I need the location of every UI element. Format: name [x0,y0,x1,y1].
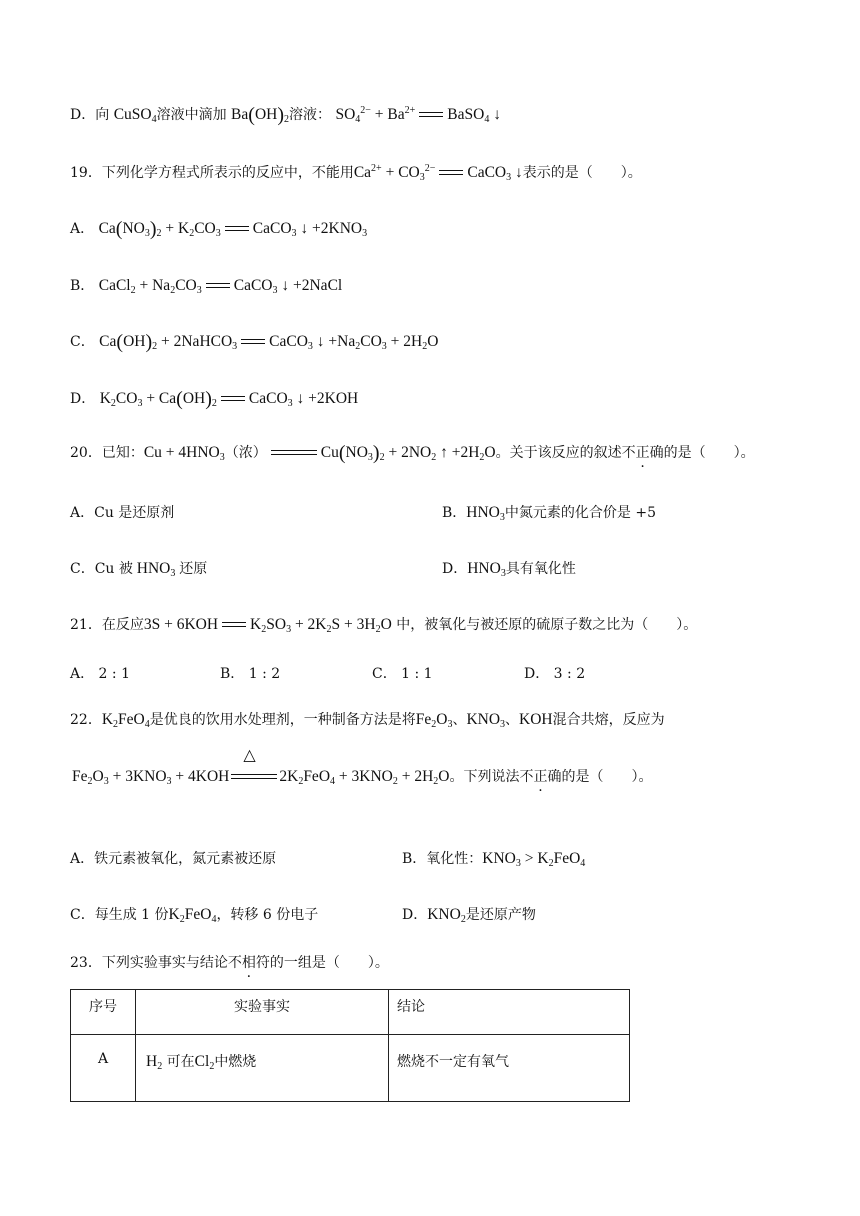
question-21-stem: 21．在反应3S + 6KOH $K_2SO_3 + 2K_2S + 3H_2O$ 中，被氧化与被还原的硫原子数之比为（ ）。 [70,616,698,635]
table-cell: $H_2$ 可在$Cl_2$中燃烧 [136,1035,389,1102]
question-19-stem: 19．下列化学方程式所表示的反应中，不能用$Ca^{2+} + CO_3^{2-}$ CaCO$_3$ ↓表示的是（ ）。 [70,163,642,183]
question-22-equation: $Fe_2O_3 + 3KNO_3 + 4KOH$ △ $2K_2FeO_4 + 3KNO_2 + 2H_2O$。下列说法不正确的是（ ）。 [72,747,653,787]
q19-option-d: D． $K_2CO_3 + Ca(OH)_2$ CaCO$_3$ ↓ +2KOH [70,388,359,410]
q20-options-row1: A．Cu 是还原剂 B．$HNO_3$中氮元素的化合价是 +5 [70,504,656,523]
table-header-cell: 实验事实 [136,990,389,1035]
experiment-table [70,989,630,1102]
table-header-cell: 结论 [389,990,630,1035]
table-row [71,1035,630,1102]
question-20-stem: 20．已知：$Cu + 4HNO_3$（浓） $Cu(NO_3)_2 + 2NO_2$ ↑ $+2H_2O$。关于该反应的叙述不正确的是（ ）。 [70,442,755,464]
emphasis-text: 不正确 [621,445,664,461]
table-header-row [71,990,630,1035]
table-cell: A [71,1035,136,1102]
question-22-stem: 22．$K_2FeO_4$是优良的饮用水处理剂，一种制备方法是将$Fe_2O_3$、$KNO_3$、KOH混合共熔，反应为 [70,711,665,730]
q19-option-a: A． $Ca(NO_3)_2 + K_2CO_3$ CaCO$_3$ ↓ $+2KNO_3$ [70,218,368,240]
emphasis-text: 不相符 [227,955,270,971]
table-header-cell: 序号 [71,990,136,1035]
emphasis-text: 不正确 [519,769,562,785]
q19-option-c: C． $Ca(OH)_2$ + 2NaHCO$_3$ CaCO$_3$ ↓ $+Na_2CO_3 + 2H_2O$ [70,331,439,353]
q19-option-b: B． CaCl$_2$ + $Na_2CO_3$ CaCO$_3$ ↓ +2NaCl [70,277,343,296]
q18-option-d: D．向 CuSO$_4$溶液中滴加 $Ba(OH)_2$溶液： $SO_4^{2-} + Ba^{2+}$ BaSO$_4$ ↓ [70,104,501,126]
q20-options-row2: C．Cu 被 $HNO_3$ 还原 D．$HNO_3$具有氧化性 [70,560,576,579]
table-cell: 燃烧不一定有氧气 [389,1035,630,1102]
heat-symbol: △ [243,747,256,765]
q22-options-row1: A．铁元素被氧化，氮元素被还原 B．氧化性：$KNO_3 > K_2FeO_4$ [70,850,586,869]
q21-options: A． 2 : 1 B． 1 : 2 C． 1 : 1 D． 3 : 2 [70,666,586,682]
q22-options-row2: C．每生成 1 份$K_2FeO_4$，转移 6 份电子 D．$KNO_2$是还原产物 [70,906,536,925]
question-23-stem: 23．下列实验事实与结论不相符的一组是（ ）。 [70,955,389,971]
